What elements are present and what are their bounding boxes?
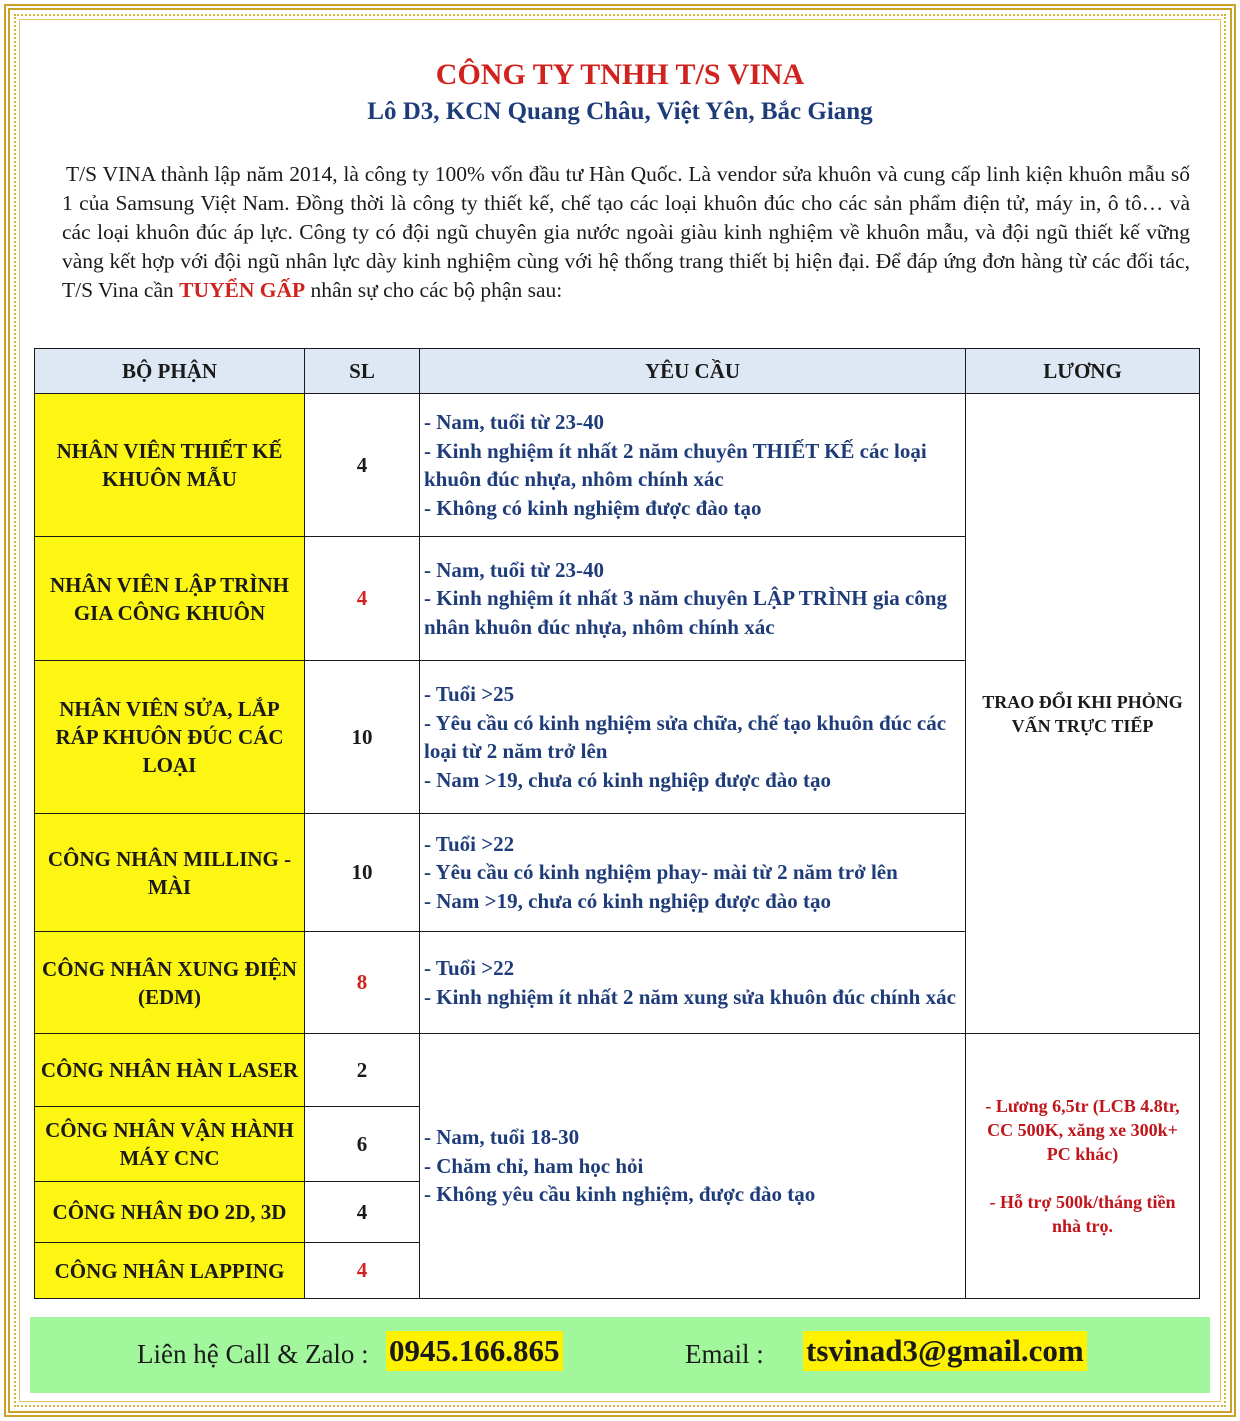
quantity-cell: 4: [305, 537, 420, 661]
table-row: [35, 1034, 1200, 1107]
company-title: CÔNG TY TNHH T/S VINA: [435, 58, 805, 91]
header-requirements: YÊU CẦU: [420, 349, 966, 394]
requirement-line: - Chăm chỉ, ham học hỏi: [424, 1153, 644, 1178]
company-address: Lô D3, KCN Quang Châu, Việt Yên, Bắc Giang: [367, 98, 873, 125]
intro-paragraph: [62, 160, 1190, 305]
department-cell: CÔNG NHÂN MILLING - MÀI: [35, 814, 305, 932]
requirement-line: - Nam, tuổi 18-30: [424, 1125, 580, 1150]
requirement-line: - Yêu cầu có kinh nghiệm sửa chữa, chế tạo khuôn đúc các loại từ 2 năm trở lên: [424, 710, 947, 763]
requirement-line: - Kinh nghiệm ít nhất 3 năm chuyên LẬP TRÌNH gia công nhân khuôn đúc nhựa, nhôm chính xác: [424, 586, 947, 639]
header-department: BỘ PHẬN: [35, 349, 305, 394]
requirements-cell: [420, 932, 966, 1034]
call-zalo-label: Liên hệ Call & Zalo :: [137, 1339, 369, 1369]
contact-bar: [30, 1317, 1210, 1393]
requirement-line: - Yêu cầu có kinh nghiệm phay- mài từ 2 năm trở lên: [424, 860, 898, 885]
requirement-line: - Kinh nghiệm ít nhất 2 năm xung sửa khuôn đúc chính xác: [424, 984, 956, 1009]
table-row: [35, 394, 1200, 537]
email-label: Email :: [685, 1339, 764, 1369]
quantity-cell: 4: [305, 1182, 420, 1243]
requirement-line: - Nam >19, chưa có kinh nghiệp được đào tạo: [424, 767, 832, 792]
requirements-cell: [420, 661, 966, 814]
salary-detail-line: - Lương 6,5tr (LCB 4.8tr, CC 500K, xăng xe 300k+ PC khác): [985, 1096, 1180, 1164]
header-salary: LƯƠNG: [966, 349, 1200, 394]
department-cell: NHÂN VIÊN SỬA, LẮP RÁP KHUÔN ĐÚC CÁC LOẠI: [35, 661, 305, 814]
department-cell: CÔNG NHÂN LAPPING: [35, 1243, 305, 1299]
urgent-hiring-highlight: TUYỂN GẤP: [179, 278, 306, 302]
requirements-cell: [420, 814, 966, 932]
quantity-cell: 6: [305, 1107, 420, 1182]
department-cell: CÔNG NHÂN XUNG ĐIỆN (EDM): [35, 932, 305, 1034]
salary-detail-cell: [966, 1034, 1200, 1299]
phone-number[interactable]: 0945.166.865: [386, 1331, 563, 1371]
requirement-line: - Tuổi >22: [424, 956, 515, 980]
housing-support-line: - Hỗ trợ 500k/tháng tiền nhà trọ.: [989, 1192, 1176, 1236]
quantity-cell: 4: [305, 394, 420, 537]
job-table: [34, 348, 1200, 1299]
intro-text: T/S VINA thành lập năm 2014, là công ty 100% vốn đầu tư Hàn Quốc. Là vendor sửa khuôn và cung cấp linh kiện khuôn mẫu số 1 của Samsung Việt Nam. Đồng thời là công ty thiết kế, chế tạo các loại khuôn đúc cho các sản phẩm điện tử, máy in, ô tô… và các loại khuôn đúc áp lực. Công ty có đội ngũ chuyên gia nước ngoài giàu kinh nghiệm về khuôn mẫu, và đội ngũ thiết kế vững vàng kết hợp với đội ngũ nhân lực dày kinh nghiệm cùng với hệ thống trang thiết bị hiện đại. Để đáp ứng đơn hàng từ các đối tác, T/S Vina cần: [62, 162, 1190, 302]
table-header-row: [35, 349, 1200, 394]
requirement-line: - Tuổi >22: [424, 831, 515, 856]
requirement-line: - Nam, tuổi từ 23-40: [424, 557, 604, 582]
requirement-line: - Nam, tuổi từ 23-40: [424, 410, 604, 434]
requirement-line: - Tuổi >25: [424, 682, 515, 706]
requirements-cell: [420, 537, 966, 661]
header-quantity: SL: [305, 349, 420, 394]
shared-requirements-cell: [420, 1034, 966, 1299]
email-address[interactable]: tsvinad3@gmail.com: [803, 1331, 1087, 1371]
quantity-cell: 10: [305, 661, 420, 814]
quantity-cell: 8: [305, 932, 420, 1034]
department-cell: NHÂN VIÊN THIẾT KẾ KHUÔN MẪU: [35, 394, 305, 537]
intro-text-end: nhân sự cho các bộ phận sau:: [305, 278, 563, 302]
quantity-cell: 10: [305, 814, 420, 932]
quantity-cell: 2: [305, 1034, 420, 1107]
department-cell: CÔNG NHÂN HÀN LASER: [35, 1034, 305, 1107]
salary-detail-spacer: [976, 1166, 1189, 1190]
department-cell: NHÂN VIÊN LẬP TRÌNH GIA CÔNG KHUÔN: [35, 537, 305, 661]
requirement-line: - Không yêu cầu kinh nghiệm, được đào tạo: [424, 1182, 816, 1207]
requirement-line: - Không có kinh nghiệm được đào tạo: [424, 495, 762, 520]
department-cell: CÔNG NHÂN ĐO 2D, 3D: [35, 1182, 305, 1243]
department-cell: CÔNG NHÂN VẬN HÀNH MÁY CNC: [35, 1107, 305, 1182]
requirement-line: - Nam >19, chưa có kinh nghiệp được đào tạo: [424, 888, 832, 913]
salary-negotiable-cell: TRAO ĐỔI KHI PHỎNG VẤN TRỰC TIẾP: [966, 394, 1200, 1034]
quantity-cell: 4: [305, 1243, 420, 1299]
requirements-cell: [420, 394, 966, 537]
requirement-line: - Kinh nghiệm ít nhất 2 năm chuyên THIẾT KẾ các loại khuôn đúc nhựa, nhôm chính xác: [424, 438, 927, 491]
